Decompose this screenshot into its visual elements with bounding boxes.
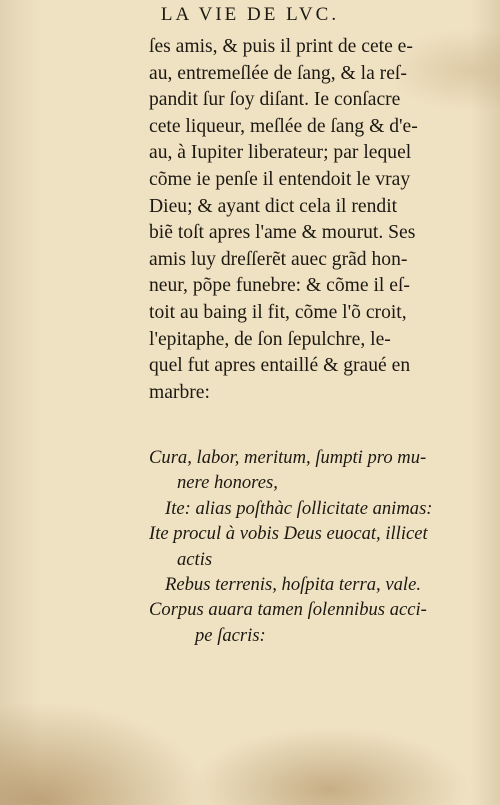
- verse-line: Ite: alias poſthàc ſollicitate animas:: [165, 497, 433, 519]
- epitaph-verse: [149, 445, 489, 648]
- text-line: biẽ toſt apres l'ame & mourut. Ses: [149, 222, 416, 244]
- text-line: pandit ſur ſoy diſant. Ie conſacre: [149, 89, 401, 111]
- verse-line: Corpus auara tamen ſolennibus acci-: [149, 599, 427, 621]
- verse-line: Rebus terrenis, hoſpita terra, vale.: [165, 574, 421, 596]
- text-line: ſes amis, & puis il print de cete e-: [149, 36, 413, 57]
- prose-block: [149, 34, 485, 406]
- text-line: toit au baing il fit, cõme l'õ croit,: [149, 301, 407, 323]
- text-line: cõme ie penſe il entendoit le vray: [149, 168, 411, 190]
- running-head: LA VIE DE LVC.: [160, 4, 340, 25]
- text-line: Dieu; & ayant dict cela il rendit: [149, 195, 398, 217]
- text-line: au, entremeſlée de ſang, & la reſ-: [149, 62, 407, 84]
- verse-line: Cura, labor, meritum, ſumpti pro mu-: [149, 447, 427, 468]
- text-line: marbre:: [149, 381, 210, 403]
- text-line: l'epitaphe, de ſon ſepulchre, le-: [149, 328, 391, 350]
- verse-line: actis: [177, 548, 213, 570]
- text-line: cete liqueur, meſlée de ſang & d'e-: [149, 115, 418, 137]
- text-line: quel fut apres entaillé & graué en: [149, 355, 411, 377]
- text-line: au, à Iupiter liberateur; par lequel: [149, 142, 412, 164]
- text-line: neur, põpe funebre: & cõme il eſ-: [149, 275, 410, 297]
- verse-line: pe ſacris:: [195, 624, 266, 646]
- verse-line: nere honores,: [177, 472, 278, 494]
- text-line: amis luy dreſſerẽt auec grãd hon-: [149, 248, 408, 270]
- verse-line: Ite procul à vobis Deus euocat, illicet: [149, 523, 428, 545]
